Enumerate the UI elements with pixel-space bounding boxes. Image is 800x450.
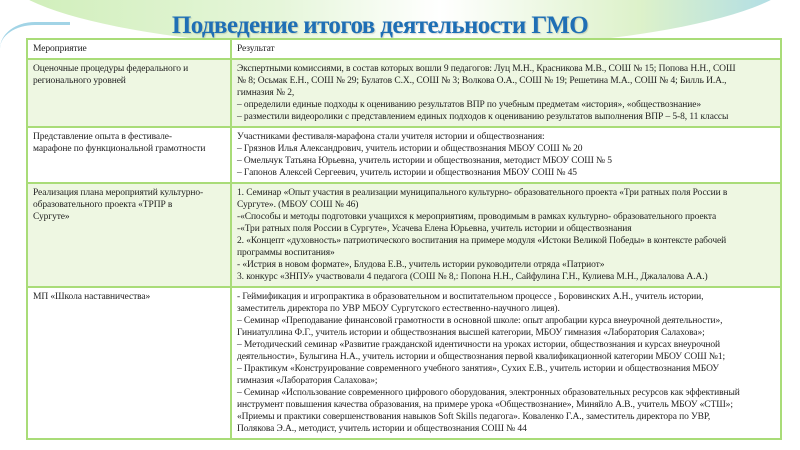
text-line: – разместили видеоролики с представлением единых подходов к оцениванию результатов выполнения ВПР – 5-8, 11 классы: [237, 112, 729, 122]
event-cell: [27, 127, 231, 183]
text-line: Реализация плана мероприятий культурно-: [33, 188, 204, 198]
text-line: – определили единые подходы к оцениванию результатов ВПР по учебным предметам «история», «обществознание»: [237, 100, 701, 110]
event-cell: [27, 287, 231, 439]
text-line: «Приемы и практики совершенствования навыков Soft Skills педагога». Коваленко Г.А., заместитель директора по УВР,: [237, 412, 711, 422]
text-line: – Грязнов Илья Александрович, учитель истории и обществознания МБОУ СОШ № 20: [237, 144, 583, 154]
text-line: -«Три ратных поля России в Сургуте», Усачева Елена Юрьевна, учитель истории и обществознания: [237, 224, 632, 234]
text-line: 2. «Концепт «духовность» патриотического воспитания на примере модуля «Истоки Великой Победы» в контексте рабочей: [237, 236, 727, 246]
text-line: 1. Семинар «Опыт участия в реализации муниципального культурно- образовательного проекта «Три ратных поля России в: [237, 188, 728, 198]
text-line: – Методический семинар «Развитие гражданской идентичности на уроках истории, обществознания и курсах внеурочной: [237, 340, 721, 350]
result-cell: [231, 183, 781, 287]
text-line: заместитель директора по УВР МБОУ Сургутского естественно-научного лицея).: [237, 304, 560, 314]
header-result: Результат: [231, 39, 781, 59]
text-line: Экспертными комиссиями, в состав которых вошли 9 педагогов: Луц М.Н., Красникова М.В., СОШ № 15; Попова Н.Н., СОШ: [237, 64, 736, 74]
result-cell: [231, 59, 781, 127]
text-line: – Семинар «Использование современного цифрового оборудования, электронных образовательных ресурсов как эффективный: [237, 388, 740, 398]
table-row: [27, 183, 781, 287]
result-cell: [231, 287, 781, 439]
text-line: гимназия «Лаборатория Салахова»;: [237, 376, 378, 386]
text-line: – Гапонов Алексей Сергеевич, учитель истории и обществознания МБОУ СОШ № 45: [237, 168, 577, 178]
text-line: Сургуте». (МБОУ СОШ № 46): [237, 200, 359, 210]
event-cell: [27, 59, 231, 127]
text-line: регионального уровней: [33, 76, 126, 86]
text-line: 3. конкурс «ЗНПУ» участвовали 4 педагога (СОШ № 8,: Попона Н.Н., Сайфулина Г.Н., Кулиева М.Н., Джалалова А.А.): [237, 272, 708, 282]
text-line: инструмент повышения качества образования, на примере урока «Обществознание», Миняйло А.В., учитель МБОУ «СТШ»;: [237, 400, 733, 410]
text-line: Участниками фестиваля-марафона стали учителя истории и обществознания:: [237, 132, 545, 142]
text-line: образовательного проекта «ТРПР в: [33, 200, 173, 210]
text-line: – Семинар «Преподавание финансовой грамотности в основной школе: опыт апробации курса внеурочной деятельности»,: [237, 316, 723, 326]
text-line: Представление опыта в фестивале-: [33, 132, 172, 142]
text-line: -«Способы и методы подготовки учащихся к мероприятиям, проводимым в рамках культурно- образовательного проекта: [237, 212, 717, 222]
table-row: [27, 59, 781, 127]
text-line: – Омельчук Татьяна Юрьевна, учитель истории и обществознания, методист МБОУ СОШ № 5: [237, 156, 612, 166]
text-line: Сургуте»: [33, 212, 70, 222]
text-line: № 8; Осьмак Е.Н., СОШ № 29; Булатов С.Х., СОШ № 3; Волкова О.А., СОШ № 19; Решетина М.А., СОШ № 4; Билль И.А.,: [237, 76, 727, 86]
text-line: программы воспитания»: [237, 248, 335, 258]
results-table: [26, 38, 782, 440]
text-line: Гиниатуллина Ф.Г., учитель истории и обществознания высшей категории, МБОУ гимназия «Лаборатория Салахова»;: [237, 328, 705, 338]
text-line: Полякова Э.А., методист, учитель истории и обществознания СОШ № 44: [237, 424, 527, 434]
table-header-row: [27, 39, 781, 59]
text-line: деятельности», Булыгина Н.А., учитель истории и обществознания первой квалификационной категории МБОУ СОШ №1;: [237, 352, 726, 362]
slide-title: Подведение итогов деятельности ГМО: [171, 12, 589, 39]
text-line: - Геймификация и игропрактика в образовательном и воспитательном процессе , Боровинских А.Н., учитель истории,: [237, 292, 704, 302]
text-line: гимназия № 2,: [237, 88, 295, 98]
text-line: – Практикум «Конструирование современного учебного занятия», Сухих Е.В., учитель истории и обществознания МБОУ: [237, 364, 719, 374]
table-row: [27, 287, 781, 439]
text-line: - «Истрия в новом формате», Блудова Е.В., учитель истории руководители отряда «Патриот»: [237, 260, 605, 270]
header-event: Мероприятие: [27, 39, 231, 59]
text-line: Оценочные процедуры федерального и: [33, 64, 189, 74]
text-line: МП «Школа наставничества»: [33, 292, 151, 302]
event-cell: [27, 183, 231, 287]
table-row: [27, 127, 781, 183]
result-cell: [231, 127, 781, 183]
text-line: марафоне по функциональной грамотности: [33, 144, 206, 154]
